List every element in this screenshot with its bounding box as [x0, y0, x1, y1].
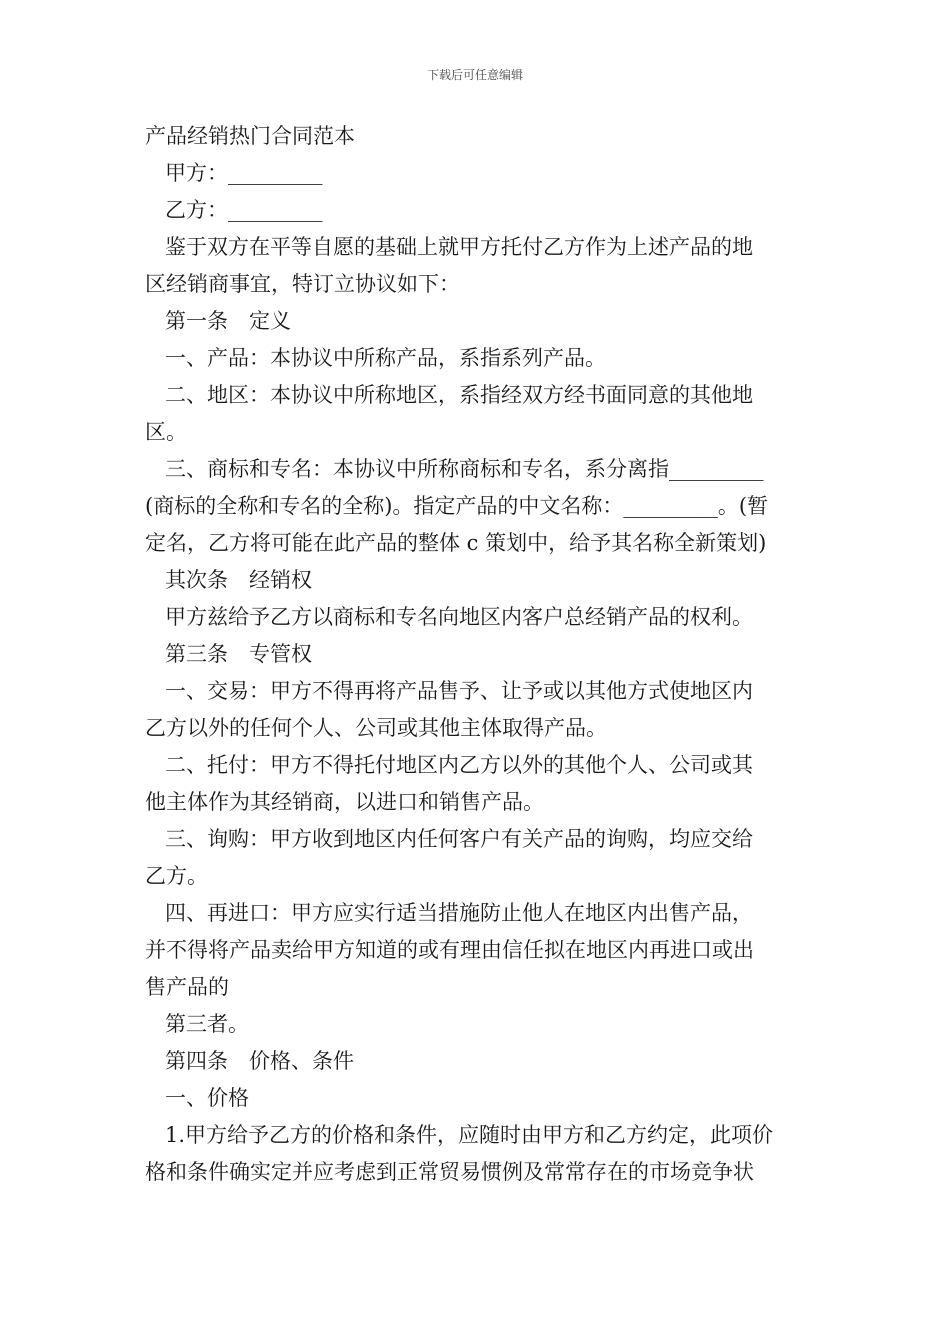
document-body: [145, 118, 810, 1191]
article-heading: 第三条 专管权: [165, 642, 312, 666]
paragraph-line: 区。: [145, 420, 187, 444]
paragraph-line: 三、询购：甲方收到地区内任何客户有关产品的询购，均应交给: [165, 827, 753, 851]
paragraph-line: 乙方。: [145, 864, 208, 888]
article-heading: 第一条 定义: [165, 309, 291, 333]
paragraph-line: 格和条件确实定并应考虑到正常贸易惯例及常常存在的市场竞争状: [145, 1160, 754, 1184]
paragraph-line: (商标的全称和专名的全称)。指定产品的中文名称：_________。(暂: [145, 494, 769, 518]
paragraph-line: 售产品的: [145, 975, 229, 999]
paragraph-line: 1.甲方给予乙方的价格和条件，应随时由甲方和乙方约定，此项价: [165, 1123, 774, 1147]
paragraph-line: 区经销商事宜，特订立协议如下：: [145, 272, 460, 296]
paragraph-line: 二、托付：甲方不得托付地区内乙方以外的其他个人、公司或其: [165, 753, 753, 777]
paragraph-line: 第三者。: [165, 1012, 249, 1036]
page-header: 下载后可任意编辑: [426, 68, 523, 82]
paragraph-line: 鉴于双方在平等自愿的基础上就甲方托付乙方作为上述产品的地: [165, 235, 753, 259]
paragraph-line: 三、商标和专名：本协议中所称商标和专名，系分离指_________: [165, 457, 764, 481]
article-heading: 其次条 经销权: [165, 568, 312, 592]
paragraph-line: 定名，乙方将可能在此产品的整体 c 策划中，给予其名称全新策划): [145, 531, 767, 555]
paragraph-line: 一、产品：本协议中所称产品，系指系列产品。: [165, 346, 606, 370]
paragraph-line: 他主体作为其经销商，以进口和销售产品。: [145, 790, 544, 814]
paragraph-line: 并不得将产品卖给甲方知道的或有理由信任拟在地区内再进口或出: [145, 938, 754, 962]
paragraph-line: 乙方以外的任何个人、公司或其他主体取得产品。: [145, 716, 607, 740]
article-heading: 第四条 价格、条件: [165, 1049, 354, 1073]
section-heading: 一、价格: [165, 1086, 249, 1110]
paragraph-line: 一、交易：甲方不得再将产品售予、让予或以其他方式使地区内: [165, 679, 753, 703]
document-title: 产品经销热门合同范本: [145, 124, 355, 148]
paragraph-line: 甲方兹给予乙方以商标和专名向地区内客户总经销产品的权利。: [165, 605, 753, 629]
party-b-line: 乙方：_________: [165, 198, 323, 222]
paragraph-line: 二、地区：本协议中所称地区，系指经双方经书面同意的其他地: [165, 383, 753, 407]
paragraph-line: 四、再进口：甲方应实行适当措施防止他人在地区内出售产品，: [165, 901, 753, 925]
party-a-line: 甲方：_________: [165, 161, 323, 185]
